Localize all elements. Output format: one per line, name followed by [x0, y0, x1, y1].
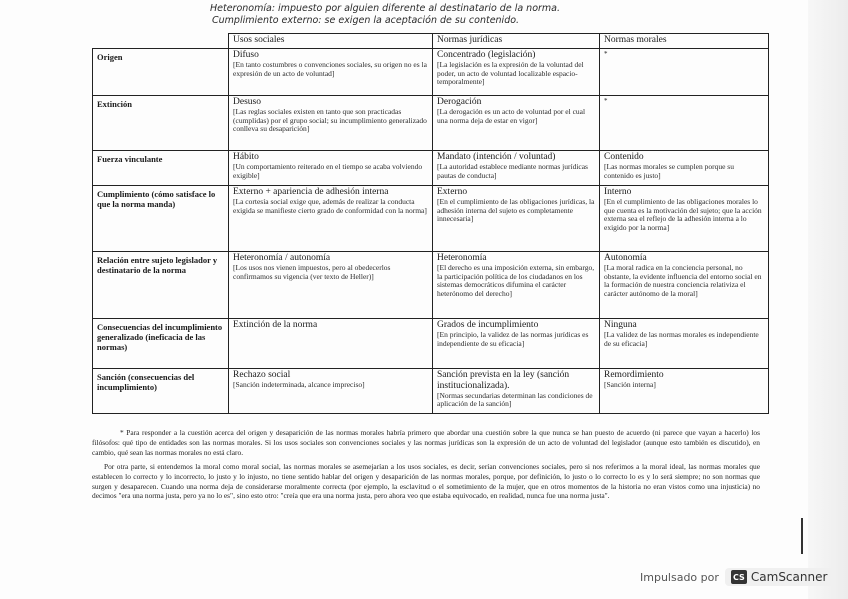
table-cell — [229, 369, 433, 414]
cell-title: Concentrado (legislación) — [437, 50, 536, 60]
cell-title: Derogación — [437, 97, 482, 107]
table-cell — [433, 186, 600, 252]
cell-desc: [La cortesía social exige que, además de realizar la conducta exigida se manifieste cierto grado de conformidad con la norma] — [233, 196, 427, 215]
table-row — [93, 151, 769, 186]
cell-desc: [Sanción indeterminada, alcance impreciso] — [233, 379, 365, 389]
table-cell — [229, 186, 433, 252]
cell-title: Desuso — [233, 97, 261, 107]
table-cell — [600, 186, 769, 252]
cell-desc: [En el cumplimiento de las obligaciones jurídicas, la adhesión interna del sujeto es completamente innecesaria] — [437, 196, 595, 224]
table-cell — [229, 49, 433, 96]
cell-asterisk: * — [604, 97, 608, 105]
table-cell — [433, 369, 600, 414]
table-cell — [229, 96, 433, 151]
table-cell — [433, 96, 600, 151]
cell-title: Extinción de la norma — [233, 320, 318, 330]
table-cell — [433, 49, 600, 96]
cell-title: Sanción prevista en la ley (sanción institucionalizada). — [437, 370, 570, 391]
cell-title: Difuso — [233, 50, 259, 60]
cell-desc: [La validez de las normas morales es independiente de su eficacia] — [604, 329, 759, 348]
cell-title: Remordimiento — [604, 370, 664, 380]
cell-desc: [Sanción interna] — [604, 379, 656, 389]
cell-desc: [La derogación es un acto de voluntad por el cual una norma deja de estar en vigor] — [437, 106, 586, 125]
cell-desc: [La moral radica en la conciencia personal, no obstante, la evidente influencia del entorno social en la formación de nuestra conciencia relativiza el carácter autónomo de la moral] — [604, 262, 762, 298]
cell-desc: [Normas secundarias determinan las condiciones de aplicación de la sanción] — [437, 390, 593, 409]
table-row — [93, 369, 769, 414]
cell-desc: [Las normas morales se cumplen porque su contenido es justo] — [604, 161, 734, 180]
handwritten-note-heteronomia: Heteronomía: impuesto por alguien diferente al destinatario de la norma. — [210, 3, 561, 14]
cell-title: Grados de incumplimiento — [437, 320, 539, 330]
cell-asterisk: * — [604, 50, 608, 58]
table-cell — [229, 252, 433, 319]
row-label: Extinción — [93, 96, 229, 151]
row-label: Cumplimiento (cómo satisface lo que la norma manda) — [93, 186, 229, 252]
cell-desc: [En tanto costumbres o convenciones sociales, su origen no es la expresión de un acto de voluntad] — [233, 59, 427, 78]
cell-title: Heteronomía / autonomía — [233, 253, 331, 263]
cell-desc: [El derecho es una imposición externa, sin embargo, la participación política de los ciudadanos en los sistemas democráticos difumina el carácter heterónomo del derecho] — [437, 262, 595, 298]
row-label: Fuerza vinculante — [93, 151, 229, 186]
camscanner-badge — [725, 568, 834, 586]
row-label: Sanción (consecuencias del incumplimiento) — [93, 369, 229, 414]
table-cell — [600, 96, 769, 151]
header-usos-label: Usos sociales — [233, 35, 285, 45]
table-cell — [600, 49, 769, 96]
footnote-moral-ideal: Por otra parte, si entendemos la moral como moral social, las normas morales se asemejarían a los usos sociales, es decir, serían convenciones sociales, pero si nos referimos a la moral ideal, las normas morales que establecen lo correcto y lo incorrecto, lo justo y lo injusto, no tiene sentido hablar del origen y desaparición de las normas morales, porque, por definición, lo justo o lo correcto lo es y lo será siempre; no son normas que surgen y desaparecen. Cuando una norma deja de considerarse moralmente correcta (por ejemplo, la esclavitud o el sometimiento de la mujer, que en otros momentos de la historia no eran vistos como una injusticia) no decimos "era una norma justa, pero ya no lo es", sino esto otro: "creía que era una norma justa, pero ahora veo que estaba equivocado, en realidad, nunca fue una norma justa". — [92, 462, 760, 501]
cell-desc: [Los usos nos vienen impuestos, pero al obedecerlos confirmamos su vigencia (ver texto de Heller)] — [233, 262, 391, 281]
row-label: Consecuencias del incumplimiento generalizado (ineficacia de las normas) — [93, 319, 229, 369]
cell-title: Externo + apariencia de adhesión interna — [233, 187, 389, 197]
cell-title: Rechazo social — [233, 370, 291, 380]
table-cell — [433, 151, 600, 186]
camscanner-watermark — [640, 568, 833, 586]
cell-desc: [Las reglas sociales existen en tanto que son practicadas (cumplidas) por el grupo social; su incumplimiento generalizado conlleva su desaparición] — [233, 106, 427, 134]
footnote-origin: * Para responder a la cuestión acerca del origen y desaparición de las normas morales habría primero que abordar una cuestión sobre la que nunca se han puesto de acuerdo (ni parece que vayan a hacerlo) los filósofos: qué tipo de entidades son las normas morales. Si los usos sociales son convenciones sociales y las normas jurídicas son la expresión de un acto de voluntad del legislador (aunque esto también es discutido), en cambio, qué sean las normas morales no está claro. — [92, 428, 760, 457]
cell-title: Heteronomía — [437, 253, 487, 263]
cell-desc: [En principio, la validez de las normas jurídicas es independiente de su eficacia] — [437, 329, 589, 348]
comparison-table — [92, 33, 769, 414]
table-cell — [229, 151, 433, 186]
handwritten-note-cumplimiento: Cumplimiento externo: se exigen la aceptación de su contenido. — [212, 15, 520, 26]
header-normas-morales — [600, 34, 769, 49]
cell-desc: [En el cumplimiento de las obligaciones morales lo que cuenta es la motivación del sujeto; que la acción externa sea el reflejo de la adhesión interna a lo exigido por la norma] — [604, 196, 762, 232]
header-juridicas-label: Normas jurídicas — [437, 35, 503, 45]
row-label: Relación entre sujeto legislador y destinatario de la norma — [93, 252, 229, 319]
table-cell — [229, 319, 433, 369]
cell-title: Externo — [437, 187, 468, 197]
table-row — [93, 252, 769, 319]
table-cell — [600, 369, 769, 414]
table-row — [93, 319, 769, 369]
cell-title: Contenido — [604, 152, 644, 162]
camscanner-brand: CamScanner — [750, 570, 828, 584]
row-label: Origen — [93, 49, 229, 96]
header-morales-label: Normas morales — [604, 35, 667, 45]
table-row — [93, 49, 769, 96]
table-cell — [600, 151, 769, 186]
cell-title: Autonomía — [604, 253, 647, 263]
cell-desc: [La legislación es la expresión de la voluntad del poder, un acto de voluntad localizable espacio-temporalmente] — [437, 59, 584, 87]
page-edge-shadow — [808, 0, 848, 599]
header-normas-juridicas — [433, 34, 600, 49]
table-cell — [600, 252, 769, 319]
cell-title: Mandato (intención / voluntad) — [437, 152, 556, 162]
header-usos-sociales — [229, 34, 433, 49]
cell-title: Ninguna — [604, 320, 637, 330]
cell-title: Hábito — [233, 152, 259, 162]
cell-desc: [Un comportamiento reiterado en el tiempo se acaba volviendo exigible] — [233, 161, 423, 180]
table-cell — [600, 319, 769, 369]
watermark-label: Impulsado por — [640, 570, 719, 584]
cell-title: Interno — [604, 187, 632, 197]
table-row — [93, 96, 769, 151]
table-row — [93, 186, 769, 252]
header-empty — [93, 34, 229, 49]
cell-desc: [La autoridad establece mediante normas jurídicas pautas de conducta] — [437, 161, 588, 180]
table-header-row — [93, 34, 769, 49]
camscanner-icon: CS — [731, 570, 747, 584]
table-cell — [433, 252, 600, 319]
page-margin-line — [801, 518, 803, 554]
table-cell — [433, 319, 600, 369]
